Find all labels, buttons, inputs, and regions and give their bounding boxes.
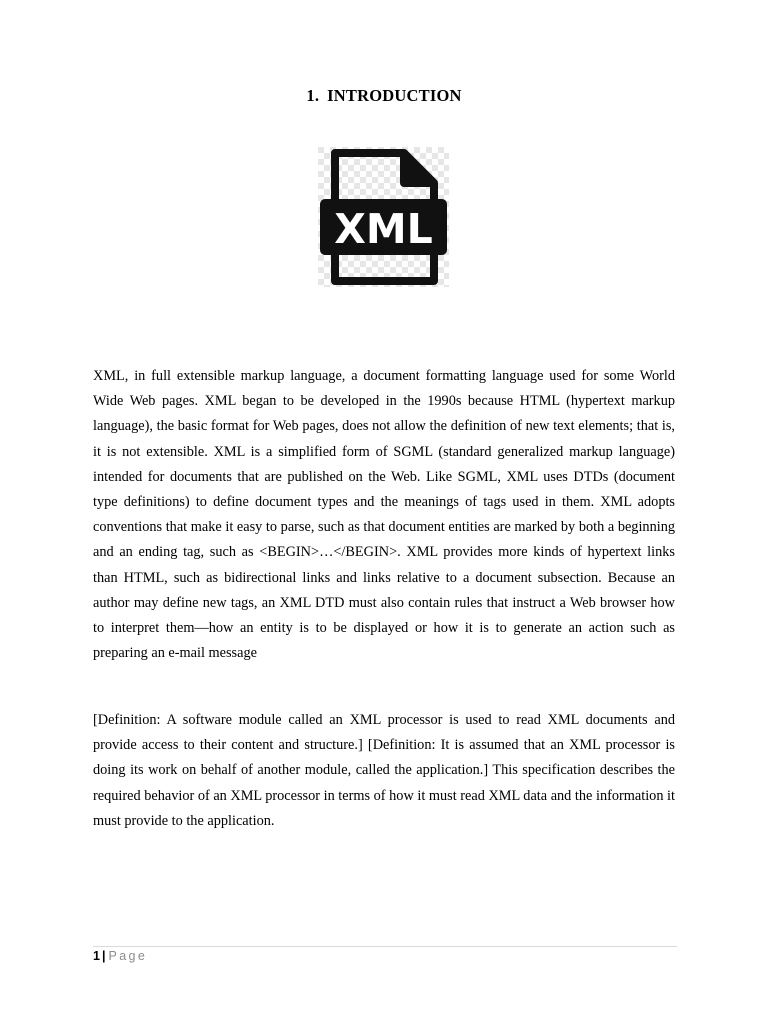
footer-divider — [93, 946, 677, 947]
definition-paragraph: [Definition: A software module called an XML processor is used to read XML documents and provide access to their content and structure.] [Definition: It is assumed that an XML processor is doing its work on behalf of another module, called the application.] This specification describes the required behavior of an XML processor in terms of how it must read XML data and the information it must provide to the application. — [93, 712, 675, 829]
footer-separator: | — [101, 949, 106, 963]
page-label: Page — [108, 949, 148, 963]
xml-label: XML — [334, 205, 433, 253]
section-title: INTRODUCTION — [327, 86, 462, 105]
page-footer — [93, 947, 147, 965]
page-number: 1 — [93, 949, 100, 963]
section-heading — [0, 86, 768, 106]
section-number: 1. — [306, 86, 320, 105]
xml-file-icon — [318, 147, 449, 287]
intro-paragraph: XML, in full extensible markup language, a document formatting language used for some World Wide Web pages. XML began to be developed in the 1990s because HTML (hypertext markup language), the basic format for Web pages, does not allow the definition of new text elements; that is, it is not extensible. XML is a simplified form of SGML (standard generalized markup language) intended for documents that are published on the Web. Like SGML, XML uses DTDs (document type definitions) to define document types and the meanings of tags used in them. XML adopts conventions that make it easy to parse, such as that document entities are marked by both a beginning and an ending tag, such as <BEGIN>…</BEGIN>. XML provides more kinds of hypertext links than HTML, such as bidirectional links and links relative to a document subsection. Because an author may define new tags, an XML DTD must also contain rules that instruct a Web browser how to interpret them—how an entity is to be displayed or how it is to generate an action such as preparing an e-mail message — [93, 368, 675, 662]
